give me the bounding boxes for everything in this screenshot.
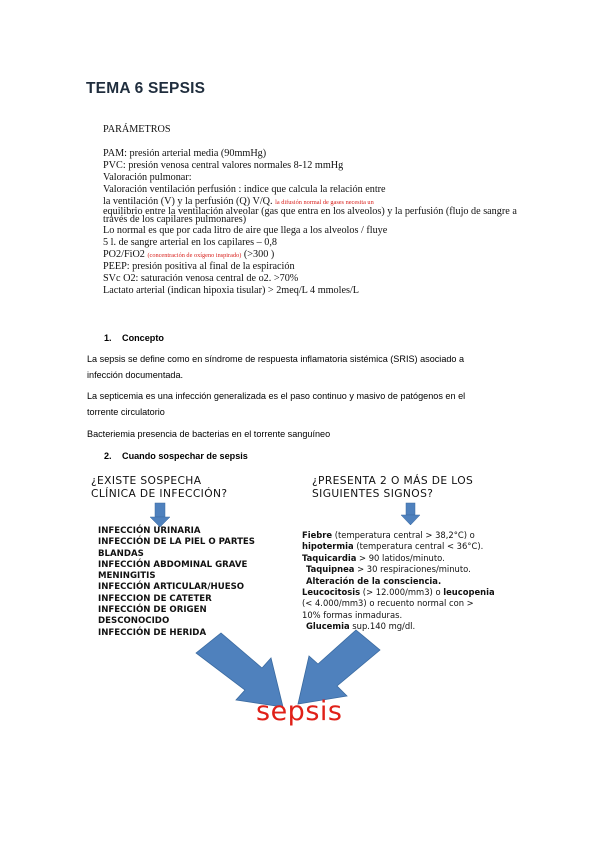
- page-title: TEMA 6 SEPSIS: [86, 80, 206, 97]
- sign-hipotermia: hipotermia (temperatura central < 36°C).: [302, 541, 484, 552]
- sign-consciencia: Alteración de la consciencia.: [306, 575, 442, 586]
- vq-note-3: través de los capilares pulmonares): [103, 214, 247, 225]
- section2-number: 2.: [104, 451, 112, 461]
- param-sangre: 5 l. de sangre arterial en los capilares – 0,8: [103, 237, 277, 248]
- param-vq-line: la ventilación (V) y la perfusión (Q) V/Q. la difusión normal de gases necesita un: [103, 196, 374, 207]
- pafi-note: (concentración de oxígeno inspirado): [147, 252, 242, 259]
- list-item: INFECCION DE CATETER: [98, 593, 212, 604]
- down-arrow-right-icon: [401, 503, 420, 525]
- list-item: INFECCIÓN ABDOMINAL GRAVE: [98, 559, 248, 570]
- list-item: DESCONOCIDO: [98, 616, 170, 627]
- param-normal: Lo normal es que por cada litro de aire que llega a los alveolos / fluye: [103, 225, 388, 236]
- list-item: BLANDAS: [98, 548, 144, 559]
- param-pulmonar: Valoración pulmonar:: [103, 172, 192, 183]
- section2-heading: Cuando sospechar de sepsis: [122, 451, 248, 461]
- left-question-line1: ¿EXISTE SOSPECHA: [91, 474, 202, 487]
- section1-number: 1.: [104, 333, 112, 343]
- list-item: INFECCIÓN URINARIA: [98, 526, 201, 536]
- param-svco2: SVc O2: saturación venosa central de o2. >70%: [103, 273, 299, 284]
- vq-note: la difusión normal de gases necesita un: [275, 199, 374, 206]
- sign-leuco-line3: 10% formas inmaduras.: [302, 609, 403, 620]
- list-item: INFECCIÓN DE ORIGEN: [98, 605, 207, 616]
- params-heading: PARÁMETROS: [103, 124, 171, 135]
- param-pam: PAM: presión arterial media (90mmHg): [103, 148, 267, 159]
- right-question-line1: ¿PRESENTA 2 O MÁS DE LOS: [312, 474, 474, 487]
- sign-taquipnea: Taquipnea > 30 respiraciones/minuto.: [306, 564, 471, 575]
- param-vq: Valoración ventilación perfusión : indice que calcula la relación entre: [103, 184, 386, 195]
- down-arrow-left-icon: [150, 503, 170, 527]
- concept-p1-line2: infección documentada.: [87, 370, 184, 380]
- left-question-line2: CLÍNICA DE INFECCIÓN?: [91, 487, 228, 500]
- sign-leucocitosis: Leucocitosis (> 12.000/mm3) o leucopenia: [302, 587, 495, 598]
- list-item: INFECCIÓN DE LA PIEL O PARTES: [98, 537, 255, 548]
- sepsis-result-label: sepsis: [256, 696, 343, 727]
- concept-p2-line1: La septicemia es una infección generalizada es el paso continuo y masivo de patógenos en el: [87, 391, 466, 401]
- param-pafi: PO2/FiO2 (concentración de oxígeno inspirado) (>300 ): [103, 249, 275, 260]
- sign-taquicardia: Taquicardia > 90 latidos/minuto.: [302, 552, 445, 563]
- sign-glucemia: Glucemia sup.140 mg/dl.: [306, 621, 416, 632]
- infection-list: [98, 526, 255, 639]
- right-question-line2: SIGUIENTES SIGNOS?: [312, 487, 434, 500]
- section1-heading: Concepto: [122, 333, 164, 343]
- list-item: MENINGITIS: [98, 571, 156, 582]
- list-item: INFECCIÓN ARTICULAR/HUESO: [98, 582, 245, 593]
- param-lactato: Lactato arterial (indican hipoxia tisular) > 2meq/L 4 mmoles/L: [103, 285, 360, 296]
- param-peep: PEEP: presión positiva al final de la espiración: [103, 261, 295, 272]
- sign-fiebre: Fiebre (temperatura central > 38,2°C) o: [302, 530, 475, 540]
- concept-p3: Bacteriemia presencia de bacterias en el torrente sanguíneo: [87, 429, 331, 439]
- vq-note-2: equilibrio entre la ventilación alveolar (gas que entra en los alveolos) y la perfusión (flujo de sangre a: [103, 206, 517, 217]
- signs-list: [302, 530, 495, 633]
- diagonal-arrow-right-icon: [298, 630, 380, 704]
- concept-p1-line1: La sepsis se define como en síndrome de respuesta inflamatoria sistémica (SRIS) asociado a: [87, 354, 465, 364]
- sign-leuco-line2: (< 4.000/mm3) o recuento normal con >: [302, 598, 474, 609]
- list-item: INFECCIÓN DE HERIDA: [98, 627, 207, 638]
- concept-p2-line2: torrente circulatorio: [87, 407, 165, 417]
- param-pvc: PVC: presión venosa central valores normales 8-12 mmHg: [103, 160, 344, 171]
